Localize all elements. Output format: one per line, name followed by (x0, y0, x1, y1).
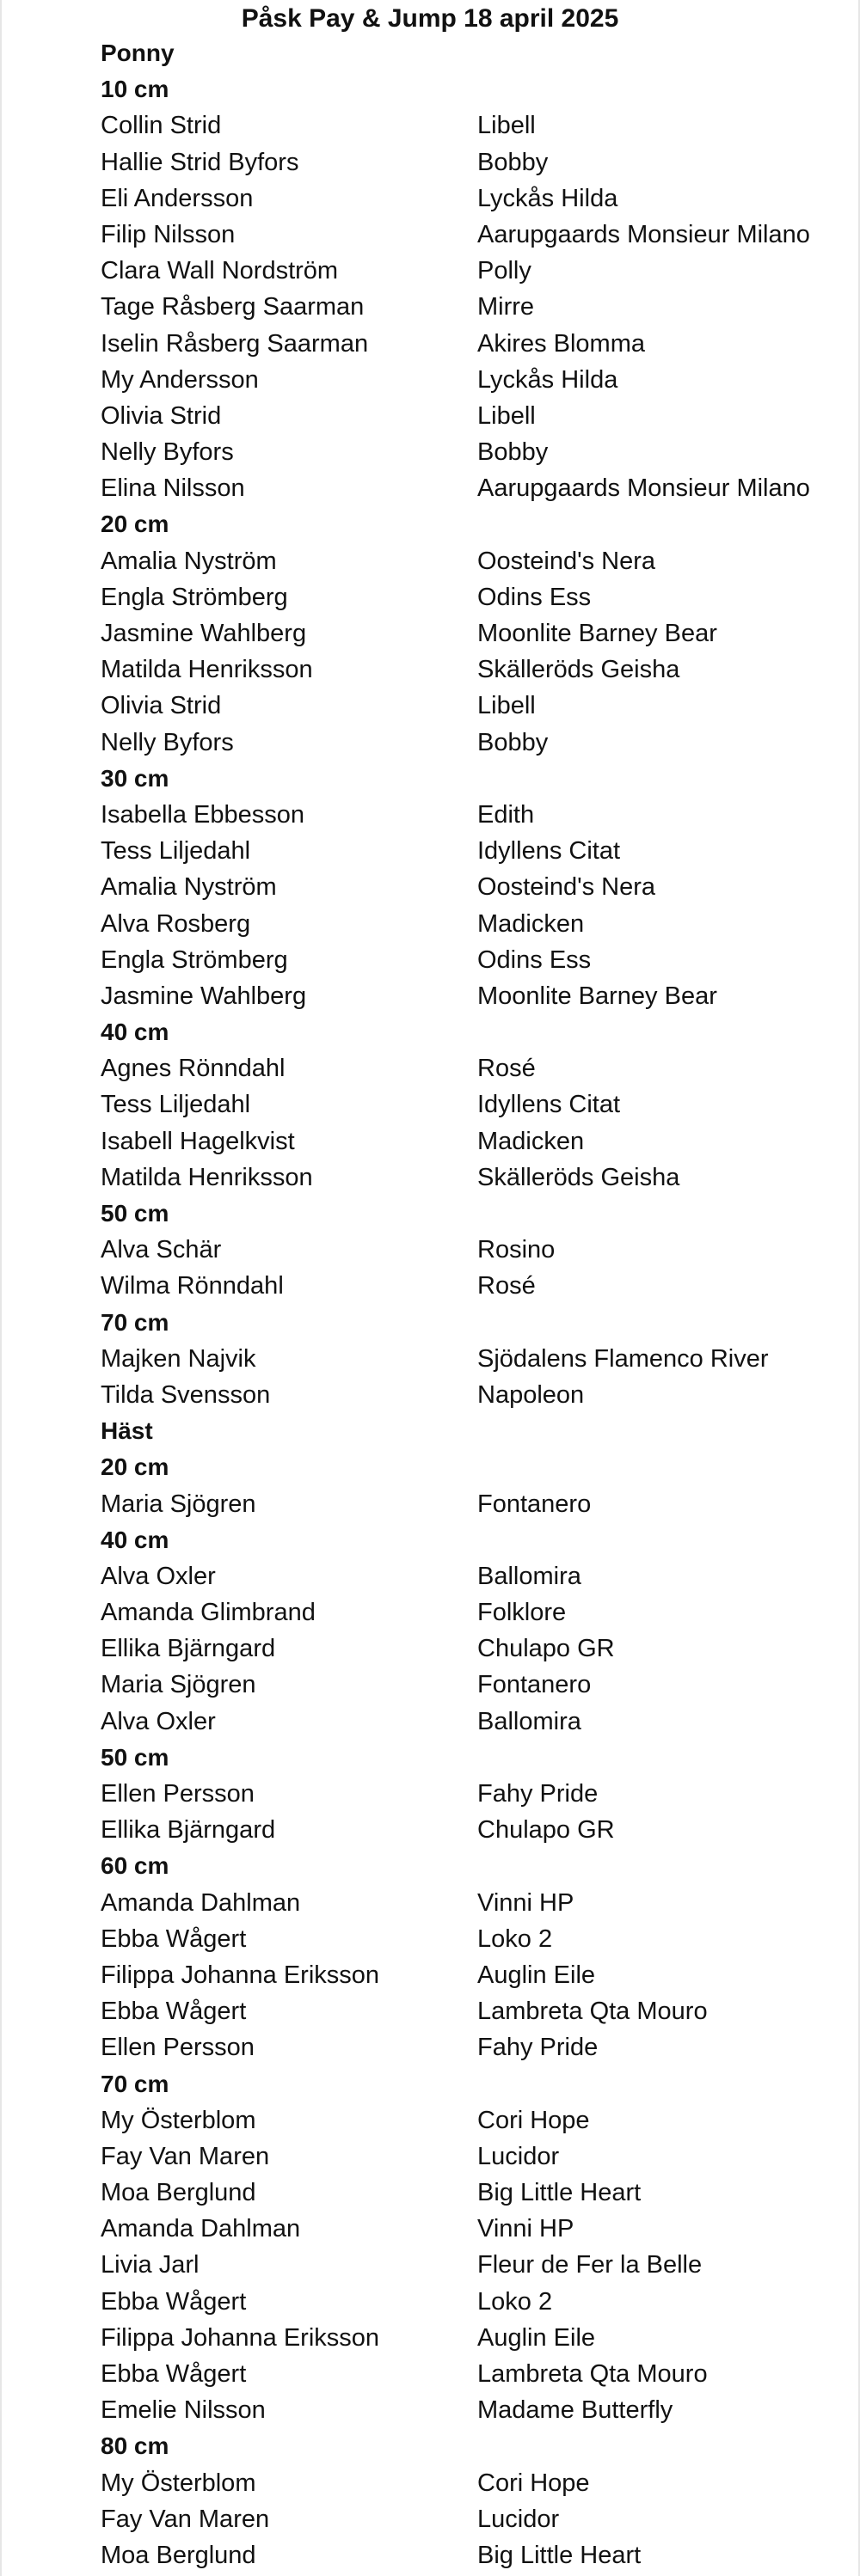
entry-row (0, 543, 860, 579)
horse-name: Lambreta Qta Mouro (477, 2360, 708, 2388)
horse-name: Idyllens Citat (477, 837, 621, 866)
entry-row (0, 2139, 860, 2175)
rider-name: Emelie Nilsson (101, 2396, 266, 2425)
rider-name: Matilda Henriksson (101, 656, 313, 684)
entry-row (0, 326, 860, 362)
rider-name: Hallie Strid Byfors (101, 148, 299, 176)
entry-row (0, 1631, 860, 1667)
horse-name: Madicken (477, 1127, 585, 1155)
rider-name: Olivia Strid (101, 692, 222, 720)
horse-name: Lyckås Hilda (477, 365, 618, 394)
section-heading-row (0, 1196, 860, 1232)
rider-name: Alva Rosberg (101, 909, 251, 938)
rider-name: Ebba Wågert (101, 2287, 247, 2316)
horse-name: Chulapo GR (477, 1635, 615, 1663)
entry-row (0, 2247, 860, 2283)
horse-name: Fontanero (477, 1490, 592, 1518)
rider-name: Maria Sjögren (101, 1671, 256, 1699)
entry-row (0, 1377, 860, 1413)
entry-row (0, 1704, 860, 1740)
horse-name: Loko 2 (477, 2287, 553, 2316)
section-heading-row (0, 1740, 860, 1776)
horse-name: Idyllens Citat (477, 1091, 621, 1119)
entry-row (0, 1341, 860, 1377)
horse-name: Fontanero (477, 1671, 592, 1699)
rider-name: Ellika Bjärngard (101, 1816, 276, 1845)
rider-name: Tage Råsberg Saarman (101, 293, 365, 321)
section-heading-row (0, 506, 860, 542)
entry-row (0, 579, 860, 615)
horse-name: Odins Ess (477, 583, 592, 611)
rider-name: Ellika Bjärngard (101, 1635, 276, 1663)
horse-name: Akires Blomma (477, 329, 645, 358)
horse-name: Ballomira (477, 1562, 581, 1590)
entry-row (0, 181, 860, 217)
horse-name: Lucidor (477, 2142, 560, 2170)
horse-name: Vinni HP (477, 1888, 574, 1917)
horse-name: Skälleröds Geisha (477, 656, 680, 684)
section-heading: 20 cm (101, 511, 169, 538)
rider-name: Agnes Rönndahl (101, 1055, 286, 1083)
entry-row (0, 434, 860, 470)
section-heading: 40 cm (101, 1019, 169, 1046)
horse-name: Lyckås Hilda (477, 184, 618, 212)
horse-name: Fahy Pride (477, 1780, 599, 1808)
rider-name: Maria Sjögren (101, 1490, 256, 1518)
horse-name: Loko 2 (477, 1924, 553, 1953)
horse-name: Sjödalens Flamenco River (477, 1344, 769, 1373)
horse-name: Fleur de Fer la Belle (477, 2251, 703, 2279)
entry-row (0, 2029, 860, 2065)
horse-name: Odins Ess (477, 945, 592, 974)
horse-name: Oosteind's Nera (477, 873, 656, 902)
entry-row (0, 2392, 860, 2428)
entry-row (0, 906, 860, 942)
rider-name: Nelly Byfors (101, 728, 234, 756)
rider-name: Iselin Råsberg Saarman (101, 329, 369, 358)
entry-row (0, 2175, 860, 2211)
rider-name: Fay Van Maren (101, 2142, 270, 2170)
entry-row (0, 688, 860, 724)
rider-name: Jasmine Wahlberg (101, 620, 307, 647)
horse-name: Libell (477, 112, 536, 140)
horse-name: Auglin Eile (477, 1961, 596, 1989)
section-heading: 20 cm (101, 1453, 169, 1481)
section-heading: 70 cm (101, 2070, 169, 2097)
rider-name: Amanda Glimbrand (101, 1599, 316, 1627)
horse-name: Mirre (477, 293, 535, 321)
entry-row (0, 833, 860, 869)
rider-name: Tess Liljedahl (101, 837, 251, 866)
entry-row (0, 398, 860, 434)
rider-name: Amanda Dahlman (101, 1888, 301, 1917)
horse-name: Edith (477, 800, 535, 829)
rider-name: Wilma Rönndahl (101, 1272, 284, 1300)
rider-name: Ebba Wågert (101, 1924, 247, 1953)
horse-name: Oosteind's Nera (477, 547, 656, 575)
horse-name: Madicken (477, 909, 585, 938)
entry-row (0, 1776, 860, 1812)
horse-name: Fahy Pride (477, 2034, 599, 2062)
rider-name: Ebba Wågert (101, 1998, 247, 2026)
rider-name: Jasmine Wahlberg (101, 982, 307, 1010)
entry-row (0, 1232, 860, 1268)
horse-name: Libell (477, 401, 536, 430)
rider-name: Fay Van Maren (101, 2505, 270, 2533)
horse-name: Folklore (477, 1599, 567, 1627)
entry-row (0, 1993, 860, 2029)
entry-row (0, 1594, 860, 1631)
entry-row (0, 725, 860, 761)
horse-name: Polly (477, 257, 531, 285)
entry-row (0, 978, 860, 1014)
section-heading: 40 cm (101, 1526, 169, 1553)
rider-name: Amalia Nyström (101, 547, 277, 575)
entry-row (0, 1667, 860, 1703)
entry-row (0, 2501, 860, 2537)
entry-row (0, 2102, 860, 2139)
entry-row (0, 1486, 860, 1522)
rider-name: Isabella Ebbesson (101, 800, 304, 829)
section-heading: 80 cm (101, 2432, 169, 2460)
section-heading-row (0, 2428, 860, 2464)
entry-row (0, 2465, 860, 2501)
section-heading: 50 cm (101, 1200, 169, 1227)
entry-row (0, 1086, 860, 1123)
rider-name: Alva Oxler (101, 1562, 216, 1590)
horse-name: Rosé (477, 1055, 536, 1083)
entry-row (0, 1050, 860, 1086)
horse-name: Rosé (477, 1272, 536, 1300)
section-heading: 30 cm (101, 764, 169, 792)
horse-name: Chulapo GR (477, 1816, 615, 1845)
entry-row (0, 253, 860, 289)
rider-name: My Österblom (101, 2106, 256, 2134)
entry-row (0, 144, 860, 181)
section-heading: 50 cm (101, 1743, 169, 1771)
horse-name: Skälleröds Geisha (477, 1163, 680, 1191)
section-heading: Häst (101, 1417, 153, 1445)
rider-name: Filippa Johanna Eriksson (101, 2323, 380, 2352)
horse-name: Lambreta Qta Mouro (477, 1998, 708, 2026)
rider-name: My Österblom (101, 2469, 256, 2497)
horse-name: Cori Hope (477, 2469, 590, 2497)
entry-row (0, 1957, 860, 1993)
entry-row (0, 2537, 860, 2573)
entry-row (0, 2356, 860, 2392)
rider-name: Eli Andersson (101, 184, 254, 212)
horse-name: Madame Butterfly (477, 2396, 673, 2425)
rider-name: Engla Strömberg (101, 945, 288, 974)
horse-name: Bobby (477, 438, 549, 467)
rider-name: Ellen Persson (101, 2034, 255, 2062)
horse-name: Bobby (477, 148, 549, 176)
entry-row (0, 797, 860, 833)
section-heading-row (0, 2066, 860, 2102)
horse-name: Vinni HP (477, 2215, 574, 2243)
horse-name: Rosino (477, 1236, 556, 1264)
horse-name: Auglin Eile (477, 2323, 596, 2352)
rider-name: Alva Schär (101, 1236, 222, 1264)
entry-row (0, 2320, 860, 2356)
rider-name: Matilda Henriksson (101, 1163, 313, 1191)
rider-name: Clara Wall Nordström (101, 257, 339, 285)
rider-name: Nelly Byfors (101, 438, 234, 467)
entry-row (0, 942, 860, 978)
rider-name: Tilda Svensson (101, 1380, 271, 1409)
section-heading: 70 cm (101, 1308, 169, 1336)
section-heading-row (0, 1522, 860, 1558)
rider-name: Engla Strömberg (101, 583, 288, 611)
rider-name: Tess Liljedahl (101, 1091, 251, 1119)
section-heading-row (0, 35, 860, 71)
horse-name: Big Little Heart (477, 2179, 642, 2207)
section-heading-row (0, 1305, 860, 1341)
section-heading-row (0, 1449, 860, 1485)
page-title: Påsk Pay & Jump 18 april 2025 (241, 4, 619, 33)
rider-name: Majken Najvik (101, 1344, 256, 1373)
entry-row (0, 1268, 860, 1304)
rider-name: Alva Oxler (101, 1707, 216, 1735)
rider-name: Ebba Wågert (101, 2360, 247, 2388)
rider-name: My Andersson (101, 365, 259, 394)
section-heading: 10 cm (101, 76, 169, 103)
horse-name: Lucidor (477, 2505, 560, 2533)
rider-name: Ellen Persson (101, 1780, 255, 1808)
horse-name: Moonlite Barney Bear (477, 620, 717, 647)
entry-row (0, 1558, 860, 1594)
entry-row (0, 362, 860, 398)
horse-name: Cori Hope (477, 2106, 590, 2134)
rider-name: Filippa Johanna Eriksson (101, 1961, 380, 1989)
entry-row (0, 1921, 860, 1957)
horse-name: Aarupgaards Monsieur Milano (477, 220, 810, 248)
rider-name: Filip Nilsson (101, 220, 236, 248)
horse-name: Aarupgaards Monsieur Milano (477, 474, 810, 503)
rider-name: Livia Jarl (101, 2251, 200, 2279)
entry-row (0, 1885, 860, 1921)
section-heading: 60 cm (101, 1852, 169, 1880)
rider-name: Moa Berglund (101, 2179, 256, 2207)
entry-row (0, 107, 860, 144)
entry-row (0, 1123, 860, 1160)
entry-row (0, 2211, 860, 2247)
entry-row (0, 615, 860, 652)
horse-name: Bobby (477, 728, 549, 756)
horse-name: Ballomira (477, 1707, 581, 1735)
section-heading-row (0, 71, 860, 107)
section-heading-row (0, 1014, 860, 1050)
entry-row (0, 2284, 860, 2320)
rider-name: Olivia Strid (101, 401, 222, 430)
horse-name: Big Little Heart (477, 2541, 642, 2569)
section-heading: Ponny (101, 40, 175, 66)
section-heading-row (0, 1413, 860, 1449)
entry-row (0, 217, 860, 253)
entry-row (0, 1812, 860, 1848)
entry-row (0, 869, 860, 905)
start-list (0, 35, 860, 2573)
rider-name: Amanda Dahlman (101, 2215, 301, 2243)
horse-name: Libell (477, 692, 536, 720)
section-heading-row (0, 1848, 860, 1884)
entry-row (0, 652, 860, 688)
rider-name: Moa Berglund (101, 2541, 256, 2569)
horse-name: Moonlite Barney Bear (477, 982, 717, 1010)
rider-name: Isabell Hagelkvist (101, 1127, 295, 1155)
section-heading-row (0, 761, 860, 797)
horse-name: Napoleon (477, 1380, 585, 1409)
rider-name: Amalia Nyström (101, 873, 277, 902)
entry-row (0, 470, 860, 506)
rider-name: Elina Nilsson (101, 474, 245, 503)
entry-row (0, 289, 860, 325)
rider-name: Collin Strid (101, 112, 222, 140)
entry-row (0, 1160, 860, 1196)
